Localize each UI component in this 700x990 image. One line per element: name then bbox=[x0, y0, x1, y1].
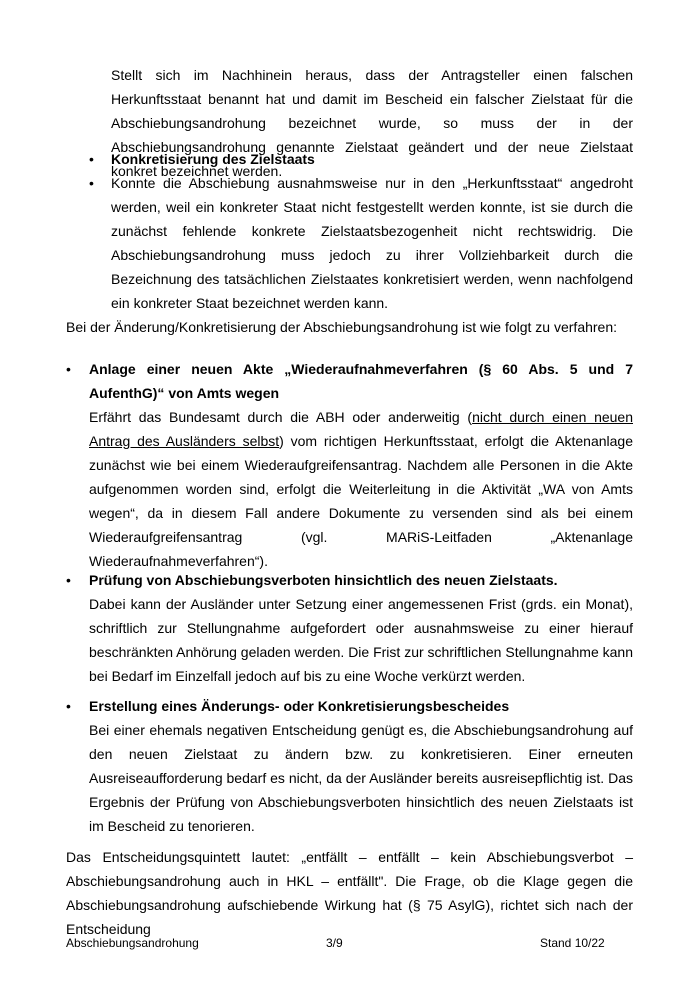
step-3-heading: Erstellung eines Änderungs- oder Konkretisierungsbescheides bbox=[89, 698, 510, 714]
bullet-paragraph bbox=[111, 171, 633, 315]
step-bullet-icon: • bbox=[66, 361, 71, 377]
step-2 bbox=[89, 568, 633, 688]
bullet-icon: • bbox=[89, 175, 94, 191]
step-1-text-pre: Erfährt das Bundesamt durch die ABH oder anderweitig ( bbox=[89, 409, 473, 425]
step-3 bbox=[89, 694, 633, 838]
bullet-icon: • bbox=[89, 151, 94, 167]
step-3-text: Bei einer ehemals negativen Entscheidung genügt es, die Abschiebungsandrohung auf den neuen Zielstaat zu ändern bzw. zu konkretisieren. Einer erneuten Ausreiseaufforderung bedarf es nicht, da der Ausländer bereits ausreisepflichtig ist. Das Ergebnis der Prüfung von Abschiebungsverboten hinsichtlich des neuen Zielstaats ist im Bescheid zu tenorieren. bbox=[89, 722, 633, 834]
procedure-intro bbox=[66, 315, 633, 339]
bullet-text: Konnte die Abschiebung ausnahmsweise nur in den „Herkunftsstaat“ angedroht werden, weil ein konkreter Staat nicht festgestellt werden konnte, ist sie durch die zunächst fehlende konkrete Zielstaatsbezogenheit nicht rechtswidrig. Die Abschiebungsandrohung muss jedoch zu ihrer Vollziehbarkeit durch die Bezeichnung des tatsächlichen Zielstaates konkretisiert werden, wenn nachfolgend ein konkreter Staat bezeichnet werden kann. bbox=[111, 175, 633, 311]
procedure-intro-text: Bei der Änderung/Konkretisierung der Abschiebungsandrohung ist wie folgt zu verfahren: bbox=[66, 319, 618, 335]
step-1-text bbox=[89, 405, 633, 573]
step-1-text-underlined: nicht durch einen neuen Antrag des Ausländers selbst bbox=[89, 409, 633, 449]
step-1 bbox=[89, 357, 633, 573]
footer-left: Abschiebungsandrohung bbox=[66, 936, 199, 950]
bullet-heading-text: Konkretisierung des Zielstaats bbox=[111, 151, 315, 167]
closing-paragraph bbox=[66, 845, 633, 941]
step-2-text: Dabei kann der Ausländer unter Setzung einer angemessenen Frist (grds. ein Monat), schriftlich zur Stellungnahme aufgefordert oder ausnahmsweise zu einer hierauf beschränkten Anhörung geladen werden. Die Frist zur schriftlichen Stellungnahme kann bei Bedarf im Einzelfall jedoch auf bis zu eine Woche verkürzt werden. bbox=[89, 596, 633, 684]
step-1-text-post: ) vom richtigen Herkunftsstaat, erfolgt die Aktenanlage zunächst wie bei einem Wiederaufgreifensantrag. Nachdem alle Personen in die Akte aufgenommen worden sind, erfolgt die Weiterleitung in die Aktivität „WA von Amts wegen“, da in diesem Fall andere Dokumente zu versenden sind als bei einem Wiederaufgreifensantrag (vgl. MARiS-Leitfaden „Aktenanlage Wiederaufnahmeverfahren“). bbox=[89, 433, 633, 569]
intro-text: Stellt sich im Nachhinein heraus, dass der Antragsteller einen falschen Herkunftsstaat benannt hat und damit im Bescheid ein falscher Zielstaat für die Abschiebungsandrohung bezeichnet wurde, so muss der in der Abschiebungsandrohung genannte Zielstaat geändert und der neue Zielstaat konkret bezeichnet werden. bbox=[111, 67, 633, 179]
footer-right: Stand 10/22 bbox=[540, 936, 605, 950]
step-bullet-icon: • bbox=[66, 572, 71, 588]
closing-text: Das Entscheidungsquintett lautet: „entfällt – entfällt – kein Abschiebungsverbot – Abschiebungsandrohung auch in HKL – entfällt". Die Frage, ob die Klage gegen die Abschiebungsandrohung aufschiebende Wirkung hat (§ 75 AsylG), richtet sich nach der Entscheidung bbox=[66, 849, 633, 937]
step-1-heading: Anlage einer neuen Akte „Wiederaufnahmeverfahren (§ 60 Abs. 5 und 7 AufenthG)“ von Amts wegen bbox=[89, 361, 633, 401]
bullet-heading bbox=[111, 147, 633, 171]
footer-page-number: 3/9 bbox=[326, 936, 343, 950]
step-bullet-icon: • bbox=[66, 698, 71, 714]
step-2-heading: Prüfung von Abschiebungsverboten hinsichtlich des neuen Zielstaats. bbox=[89, 572, 558, 588]
